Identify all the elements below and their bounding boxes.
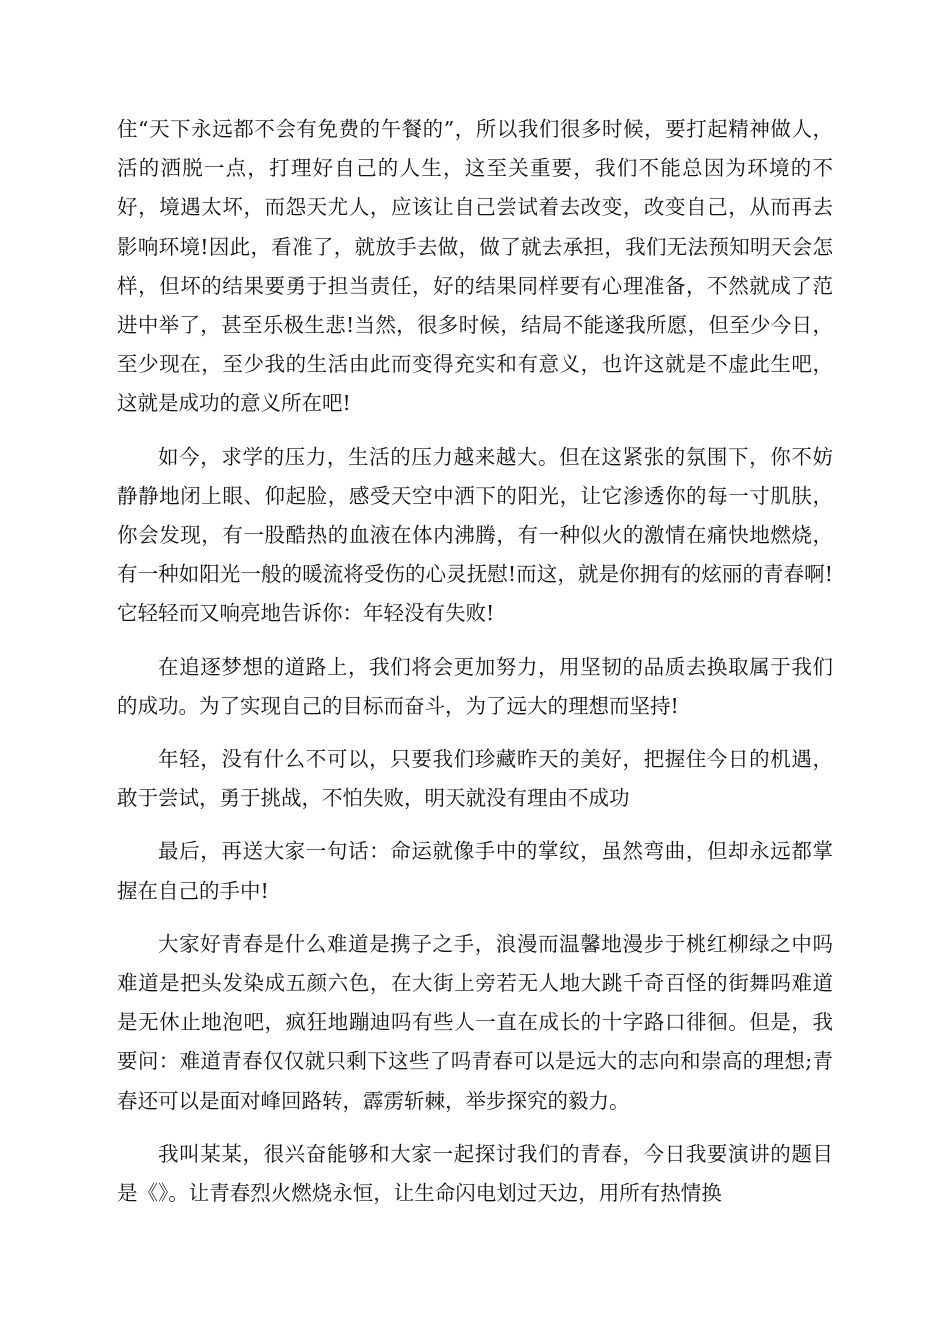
document-body (117, 110, 833, 1227)
paragraph-3: 在追逐梦想的道路上，我们将会更加努力，用坚韧的品质去换取属于我们的成功。为了实现自己的目标而奋斗，为了远大的理想而坚持! (117, 654, 833, 718)
paragraph-1: 住“天下永远都不会有免费的午餐的”，所以我们很多时候，要打起精神做人，活的洒脱一点，打理好自己的人生，这至关重要，我们不能总因为环境的不好，境遇太坏，而怨天尤人，应该让自己尝试着去改变，改变自己，从而再去影响环境!因此，看准了，就放手去做，做了就去承担，我们无法预知明天会怎样，但坏的结果要勇于担当责任，好的结果同样要有心理准备，不然就成了范进中举了，甚至乐极生悲!当然，很多时候，结局不能遂我所愿，但至少今日，至少现在，至少我的生活由此而变得充实和有意义，也许这就是不虚此生吧，这就是成功的意义所在吧! (117, 117, 833, 416)
paragraph-5: 最后，再送大家一句话：命运就像手中的掌纹，虽然弯曲，但却永远都掌握在自己的手中! (117, 839, 833, 903)
paragraph-4: 年轻，没有什么不可以，只要我们珍藏昨天的美好，把握住今日的机遇，敢于尝试，勇于挑战，不怕失败，明天就没有理由不成功 (117, 747, 833, 811)
paragraph-2: 如今，求学的压力，生活的压力越来越大。但在这紧张的氛围下，你不妨静静地闭上眼、仰起脸，感受天空中洒下的阳光，让它渗透你的每一寸肌肤，你会发现，有一股酷热的血液在体内沸腾，有一种似火的激情在痛快地燃烧，有一种如阳光一般的暖流将受伤的心灵抚慰!而这，就是你拥有的炫丽的青春啊!它轻轻而又响亮地告诉你：年轻没有失败! (117, 444, 833, 626)
paragraph-6: 大家好青春是什么难道是携子之手，浪漫而温馨地漫步于桃红柳绿之中吗难道是把头发染成五颜六色，在大街上旁若无人地大跳千奇百怪的街舞吗难道是无休止地泡吧，疯狂地蹦迪吗有些人一直在成长的十字路口徘徊。但是，我要问：难道青春仅仅就只剩下这些了吗青春可以是远大的志向和崇高的理想;青春还可以是面对峰回路转，霹雳斩棘，举步探究的毅力。 (117, 931, 833, 1113)
paragraph-7: 我叫某某，很兴奋能够和大家一起探讨我们的青春，今日我要演讲的题目是《》。让青春烈火燃烧永恒，让生命闪电划过天边，用所有热情换 (117, 1141, 833, 1206)
